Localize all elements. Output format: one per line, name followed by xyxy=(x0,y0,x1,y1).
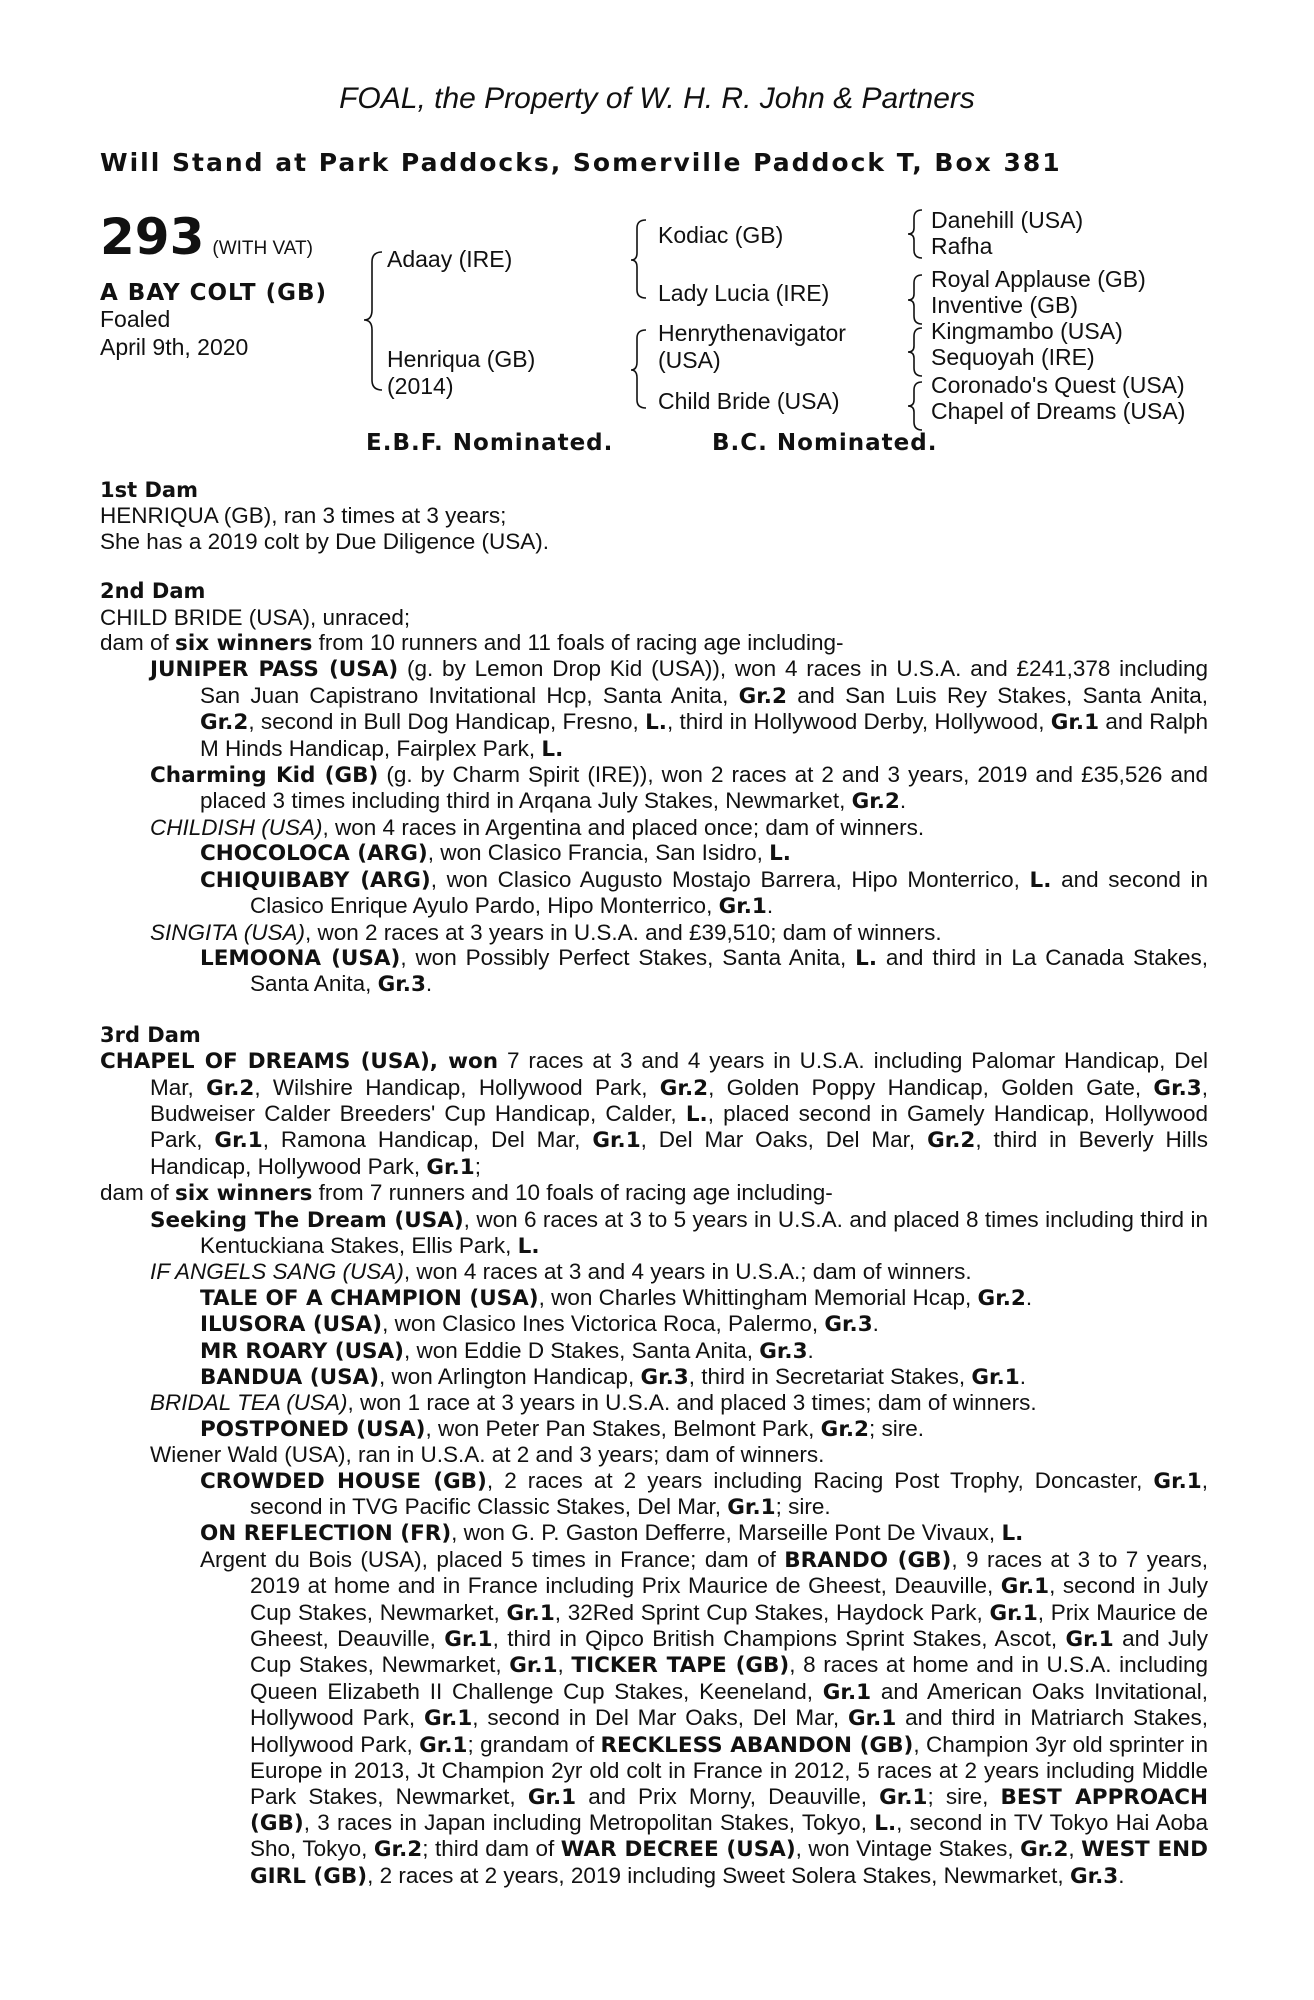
pedigree-ggp-4: Inventive (GB) xyxy=(931,292,1078,318)
first-dam-produce: She has a 2019 colt by Due Diligence (USA). xyxy=(100,528,549,554)
third-dam-heading: 3rd Dam xyxy=(100,1022,201,1047)
pedigree-granddam-2: Child Bride (USA) xyxy=(658,388,840,414)
bc-nominated: B.C. Nominated. xyxy=(712,430,938,456)
brace-sire xyxy=(631,220,646,298)
pedigree-ggp-2: Rafha xyxy=(931,233,993,259)
produce-entry: IF ANGELS SANG (USA), won 4 races at 3 and 4 years in U.S.A.; dam of winners. xyxy=(150,1259,972,1285)
vat-note: (WITH VAT) xyxy=(212,238,313,259)
pedigree-ggp-6: Sequoyah (IRE) xyxy=(931,344,1095,370)
pedigree-grandsire-2 xyxy=(658,320,846,374)
first-dam-line: HENRIQUA (GB), ran 3 times at 3 years; xyxy=(100,503,507,529)
pedigree-sire: Adaay (IRE) xyxy=(387,246,513,272)
produce-entry: ON REFLECTION (FR), won G. P. Gaston Defferre, Marseille Pont De Vivaux, L. xyxy=(200,1520,1024,1547)
pedigree-granddam-1: Lady Lucia (IRE) xyxy=(658,280,830,306)
second-dam-line: CHILD BRIDE (USA), unraced; xyxy=(100,604,411,630)
pedigree-ggp-8: Chapel of Dreams (USA) xyxy=(931,398,1186,424)
brace-ggp-2 xyxy=(908,275,922,324)
brace-ggp-4 xyxy=(908,382,922,430)
page-title: FOAL, the Property of W. H. R. John & Partners xyxy=(339,82,975,115)
third-dam-entry: CHAPEL OF DREAMS (USA), won 7 races at 3 and 4 years in U.S.A. including Palomar Handicap, Del Mar, Gr.2, Wilshire Handicap, Hollywood Park, Gr.2, Golden Poppy Handicap, Golden Gate, Gr.3, Budweiser Calder Breeders' Cup Handicap, Calder, L., placed second in Gamely Handicap, Hollywood Park, Gr.1, Ramona Handicap, Del Mar, Gr.1, Del Mar Oaks, Del Mar, Gr.2, third in Beverly Hills Handicap, Hollywood Park, Gr.1; xyxy=(100,1048,1208,1180)
catalogue-body xyxy=(100,478,1208,1889)
brace-dam xyxy=(631,330,646,408)
produce-entry: Seeking The Dream (USA), won 6 races at 3 to 5 years in U.S.A. and placed 8 times including third in Kentuckiana Stakes, Ellis Park, L. xyxy=(150,1206,1208,1259)
second-dam-summary: dam of six winners from 10 runners and 11 foals of racing age including- xyxy=(100,630,844,657)
produce-entry: LEMOONA (USA), won Possibly Perfect Stakes, Santa Anita, L. and third in La Canada Stakes, Santa Anita, Gr.3. xyxy=(200,944,1208,998)
produce-entry: JUNIPER PASS (USA) (g. by Lemon Drop Kid (USA)), won 4 races in U.S.A. and £241,378 including San Juan Capistrano Invitational Hcp, Santa Anita, Gr.2 and San Luis Rey Stakes, Santa Anita, Gr.2, second in Bull Dog Handicap, Fresno, L., third in Hollywood Derby, Hollywood, Gr.1 and Ralph M Hinds Handicap, Fairplex Park, L. xyxy=(150,656,1208,762)
lot-description: A BAY COLT (GB) xyxy=(100,280,328,306)
brace-ggp-3 xyxy=(908,328,922,376)
produce-entry: Charming Kid (GB) (g. by Charm Spirit (IRE)), won 2 races at 2 and 3 years, 2019 and £35,526 and placed 3 times including third in Arqana July Stakes, Newmarket, Gr.2. xyxy=(150,762,1208,815)
first-dam-heading: 1st Dam xyxy=(100,478,198,502)
ebf-nominated: E.B.F. Nominated. xyxy=(366,430,614,456)
pedigree-dam-year: (2014) xyxy=(387,373,454,399)
second-dam-heading: 2nd Dam xyxy=(100,579,206,604)
produce-entry: SINGITA (USA), won 2 races at 3 years in U.S.A. and £39,510; dam of winners. xyxy=(150,919,942,945)
produce-entry: CROWDED HOUSE (GB), 2 races at 2 years including Racing Post Trophy, Doncaster, Gr.1, second in TVG Pacific Classic Stakes, Del Mar, Gr.1; sire. xyxy=(200,1467,1208,1521)
pedigree-ggp-3: Royal Applause (GB) xyxy=(931,266,1146,292)
pedigree-ggp-7: Coronado's Quest (USA) xyxy=(931,372,1185,398)
produce-entry: ILUSORA (USA), won Clasico Ines Victorica Roca, Palermo, Gr.3. xyxy=(200,1311,879,1338)
produce-entry: CHOCOLOCA (ARG), won Clasico Francia, San Isidro, L. xyxy=(200,840,791,867)
pedigree-dam-name: Henriqua (GB) xyxy=(387,346,536,372)
pedigree-grandsire-2-country: (USA) xyxy=(658,347,721,373)
produce-entry: CHILDISH (USA), won 4 races in Argentina and placed once; dam of winners. xyxy=(150,814,925,840)
foaled-label: Foaled xyxy=(100,306,171,332)
third-dam-summary: dam of six winners from 7 runners and 10 foals of racing age including- xyxy=(100,1180,833,1207)
produce-entry: BANDUA (USA), won Arlington Handicap, Gr.3, third in Secretariat Stakes, Gr.1. xyxy=(200,1364,1026,1390)
produce-entry: Argent du Bois (USA), placed 5 times in France; dam of BRANDO (GB), 9 races at 3 to 7 years, 2019 at home and in France including Prix Maurice de Gheest, Deauville, Gr.1, second in July Cup Stakes, Newmarket, Gr.1, 32Red Sprint Cup Stakes, Haydock Park, Gr.1, Prix Maurice de Gheest, Deauville, Gr.1, third in Qipco British Champions Sprint Stakes, Ascot, Gr.1 and July Cup Stakes, Newmarket, Gr.1, TICKER TAPE (GB), 8 races at home and in U.S.A. including Queen Elizabeth II Challenge Cup Stakes, Keeneland, Gr.1 and American Oaks Invitational, Hollywood Park, Gr.1, second in Del Mar Oaks, Del Mar, Gr.1 and third in Matriarch Stakes, Hollywood Park, Gr.1; grandam of RECKLESS ABANDON (GB), Champion 3yr old sprinter in Europe in 2013, Jt Champion 2yr old colt in France in 2012, 5 races at 2 years including Middle Park Stakes, Newmarket, Gr.1 and Prix Morny, Deauville, Gr.1; sire, BEST APPROACH (GB), 3 races in Japan including Metropolitan Stakes, Tokyo, L., second in TV Tokyo Hai Aoba Sho, Tokyo, Gr.2; third dam of WAR DECREE (USA), won Vintage Stakes, Gr.2, WEST END GIRL (GB), 2 races at 2 years, 2019 including Sweet Solera Stakes, Newmarket, Gr.3. xyxy=(200,1546,1209,1889)
pedigree-ggp-1: Danehill (USA) xyxy=(931,207,1084,233)
pedigree-grandsire-2-name: Henrythenavigator xyxy=(658,320,846,346)
produce-entry: TALE OF A CHAMPION (USA), won Charles Whittingham Memorial Hcap, Gr.2. xyxy=(200,1284,1033,1311)
pedigree-dam xyxy=(387,346,535,400)
lot-number-value: 293 xyxy=(100,208,205,266)
produce-entry: Wiener Wald (USA), ran in U.S.A. at 2 and 3 years; dam of winners. xyxy=(150,1442,825,1468)
produce-entry: POSTPONED (USA), won Peter Pan Stakes, Belmont Park, Gr.2; sire. xyxy=(200,1415,924,1442)
foaled-date: April 9th, 2020 xyxy=(100,334,249,360)
produce-entry: CHIQUIBABY (ARG), won Clasico Augusto Mostajo Barrera, Hipo Monterrico, L. and second in Clasico Enrique Ayulo Pardo, Hipo Monterrico, Gr.1. xyxy=(200,866,1209,920)
produce-entry: BRIDAL TEA (USA), won 1 race at 3 years in U.S.A. and placed 3 times; dam of winners. xyxy=(150,1390,1037,1416)
stand-location: Will Stand at Park Paddocks, Somerville Paddock T, Box 381 xyxy=(100,148,1062,177)
brace-ggp-1 xyxy=(908,210,922,258)
pedigree-grandsire-1: Kodiac (GB) xyxy=(658,222,784,248)
produce-entry: MR ROARY (USA), won Eddie D Stakes, Santa Anita, Gr.3. xyxy=(200,1337,814,1364)
pedigree-ggp-5: Kingmambo (USA) xyxy=(931,318,1123,344)
brace-main xyxy=(364,252,382,390)
